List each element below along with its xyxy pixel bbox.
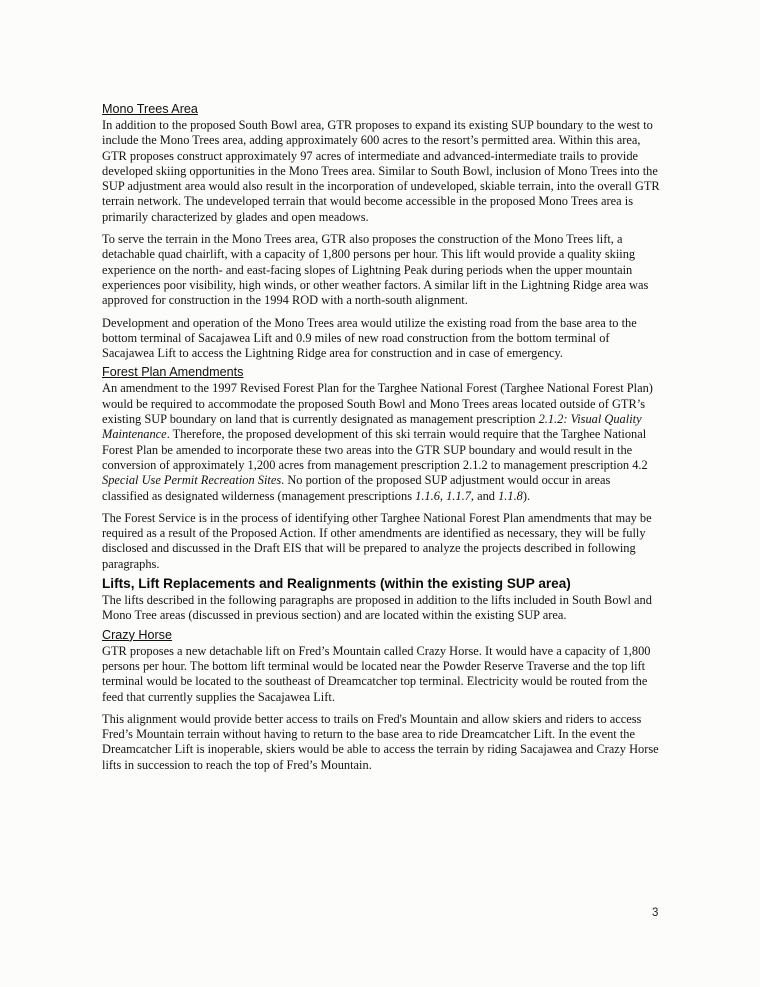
lifts-paragraph-1: The lifts described in the following paragraphs are proposed in addition to the lifts included in South Bowl and Mono Tree areas (discussed in previous section) and are located within the existing SUP area. bbox=[102, 593, 652, 623]
forest-plan-prescription-212: 2.1.2: Visual Quality Maintenance bbox=[102, 412, 642, 442]
forest-plan-text-c: . No portion of the proposed SUP adjustment would occur in areas classified as designated wilderness (management prescriptions bbox=[102, 473, 611, 503]
mono-trees-heading: Mono Trees Area bbox=[102, 102, 198, 116]
forest-plan-text-b: . Therefore, the proposed development of this ski terrain would require that the Targhee National Forest Plan be amended to incorporate these two areas into the GTR SUP boundary and would result in the conversion of approximately 1,200 acres from management prescription 2.1.2 to management prescription 4.2 bbox=[102, 427, 648, 472]
forest-plan-paragraph-2: The Forest Service is in the process of identifying other Targhee National Forest Plan amendments that may be required as a result of the Proposed Action. If other amendments are identified as necessary, they will be fully disclosed and discussed in the Draft EIS that will be prepared to analyze the projects described in following paragraphs. bbox=[102, 510, 652, 571]
forest-plan-prescription-116-117: 1.1.6, 1.1.7 bbox=[415, 488, 471, 503]
crazy-horse-heading: Crazy Horse bbox=[102, 627, 172, 642]
mono-trees-paragraph-3: Development and operation of the Mono Trees area would utilize the existing road from the base area to the bottom terminal of Sacajawea Lift and 0.9 miles of new road construction from the bottom terminal of Sacajawea Lift to access the Lightning Ridge area for construction and in case of emergency. bbox=[102, 315, 637, 361]
forest-plan-prescription-42: Special Use Permit Recreation Sites bbox=[102, 473, 282, 488]
forest-plan-prescription-118: 1.1.8 bbox=[498, 488, 523, 503]
page-body bbox=[102, 101, 660, 780]
forest-plan-text-d: , and bbox=[470, 488, 499, 503]
mono-trees-paragraph-1: In addition to the proposed South Bowl area, GTR proposes to expand its existing SUP boundary to the west to include the Mono Trees area, adding approximately 600 acres to the resort’s permitted area. Within this area, GTR proposes construct approximately 97 acres of intermediate and advanced-intermediate trails to provide developed skiing opportunities in the Mono Trees area. Similar to South Bowl, inclusion of Mono Trees into the SUP adjustment area would also result in the incorporation of undeveloped, skiable terrain, into the overall GTR terrain network. The undeveloped terrain that would become accessible in the proposed Mono Trees area is primarily characterized by glades and open meadows. bbox=[102, 118, 660, 224]
crazy-horse-paragraph-1: GTR proposes a new detachable lift on Fred’s Mountain called Crazy Horse. It would have a capacity of 1,800 persons per hour. The bottom lift terminal would be located near the Powder Reserve Traverse and the top lift terminal would be located to the southeast of Dreamcatcher top terminal. Electricity would be routed from the feed that currently supplies the Sacajawea Lift. bbox=[102, 643, 651, 704]
mono-trees-paragraph-2: To serve the terrain in the Mono Trees area, GTR also proposes the construction of the Mono Trees lift, a detachable quad chairlift, with a capacity of 1,800 persons per hour. This lift would provide a quality skiing experience on the north- and east-facing slopes of Lightning Peak during periods when the upper mountain experiences poor visibility, high winds, or other weather factors. A similar lift in the Lightning Ridge area was approved for construction in the 1994 ROD with a north-south alignment. bbox=[102, 232, 649, 308]
lifts-heading: Lifts, Lift Replacements and Realignments (within the existing SUP area) bbox=[102, 576, 571, 592]
forest-plan-text-e: ). bbox=[522, 488, 531, 503]
crazy-horse-paragraph-2: This alignment would provide better access to trails on Fred's Mountain and allow skiers and riders to access Fred’s Mountain terrain without having to return to the base area to ride Dreamcatcher Lift. In the event the Dreamcatcher Lift is inoperable, skiers would be able to access the terrain by riding Sacajawea and Crazy Horse lifts in succession to reach the top of Fred’s Mountain. bbox=[102, 711, 659, 772]
forest-plan-paragraph-1 bbox=[102, 381, 660, 503]
forest-plan-heading: Forest Plan Amendments bbox=[102, 365, 244, 380]
forest-plan-text-a: An amendment to the 1997 Revised Forest Plan for the Targhee National Forest (Targhee National Forest Plan) would be required to accommodate the proposed South Bowl and Mono Trees areas located outside of GTR’s existing SUP boundary on land that is currently designated as management prescription bbox=[102, 381, 653, 427]
page-number: 3 bbox=[652, 907, 659, 919]
